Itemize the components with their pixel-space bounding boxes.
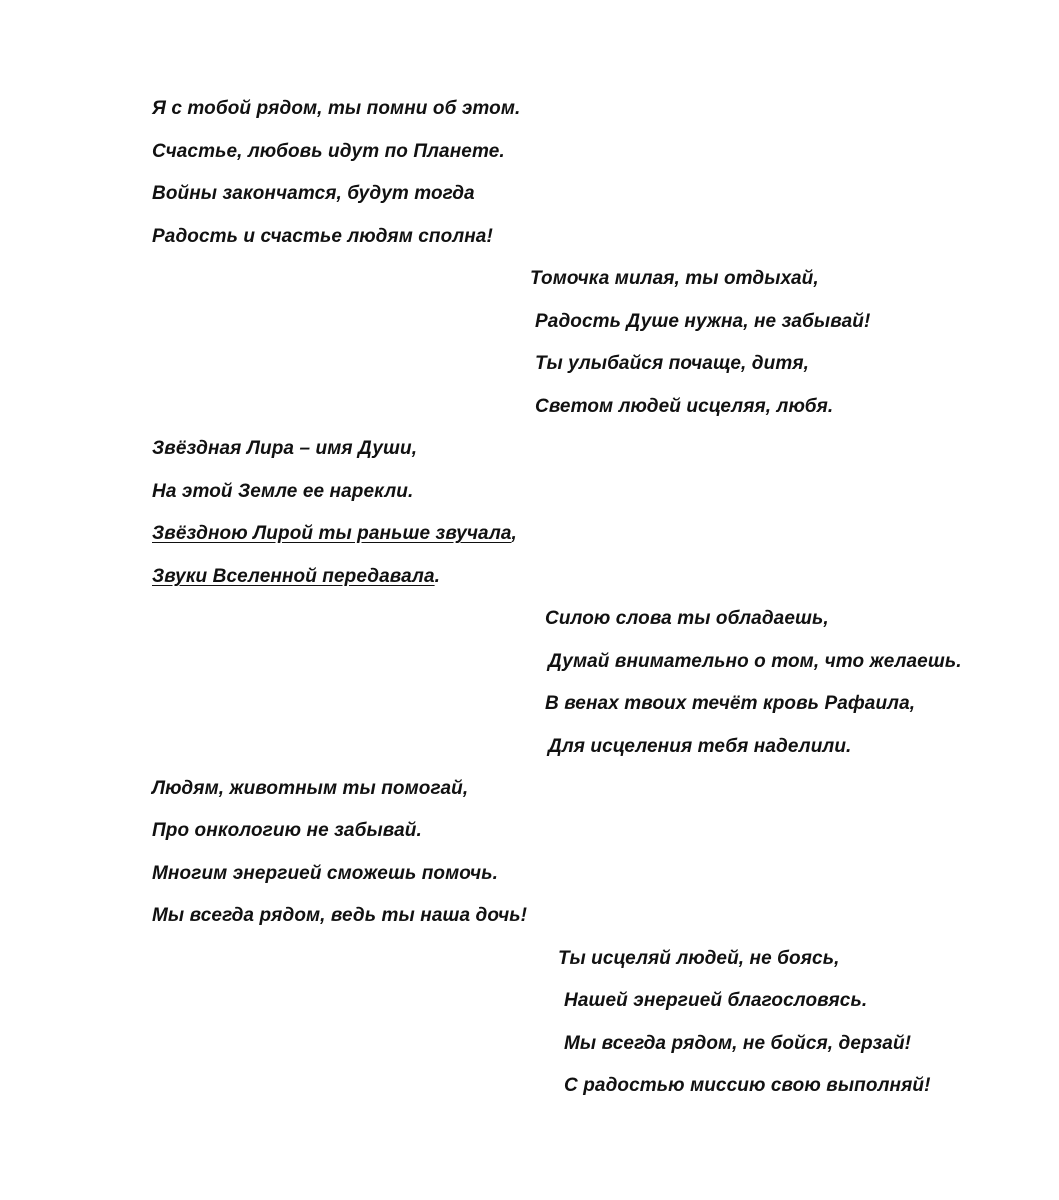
poem-line: В венах твоих течёт кровь Рафаила, [545, 693, 916, 714]
underlined-text: Звёздною Лирой ты раньше звучала [152, 523, 512, 544]
poem-line: На этой Земле ее нарекли. [152, 481, 414, 502]
poem-line: Многим энергией сможешь помочь. [152, 863, 498, 884]
poem-line: Нашей энергией благословясь. [564, 990, 868, 1011]
underlined-text: Звуки Вселенной передавала [152, 566, 435, 587]
punctuation: , [511, 523, 517, 544]
poem-line: Думай внимательно о том, что желаешь. [548, 651, 962, 672]
poem-line: Звёздная Лира – имя Души, [152, 438, 418, 459]
poem-line: Для исцеления тебя наделили. [548, 736, 852, 757]
poem-line: Мы всегда рядом, не бойся, дерзай! [564, 1033, 912, 1054]
poem-line: С радостью миссию свою выполняй! [564, 1075, 931, 1096]
poem-line: Силою слова ты обладаешь, [545, 608, 829, 629]
punctuation: . [434, 566, 440, 587]
poem-line: Людям, животным ты помогай, [152, 778, 469, 799]
poem-line: Войны закончатся, будут тогда [152, 183, 475, 204]
poem-line: Ты исцеляй людей, не боясь, [558, 948, 840, 969]
poem-line: Счастье, любовь идут по Планете. [152, 141, 505, 162]
poem-line [152, 522, 517, 546]
poem-line: Радость Душе нужна, не забывай! [535, 311, 871, 332]
poem-line: Ты улыбайся почаще, дитя, [535, 353, 809, 374]
poem-line: Светом людей исцеляя, любя. [535, 396, 834, 417]
poem-line: Про онкологию не забывай. [152, 820, 422, 841]
poem-line [152, 565, 440, 589]
poem-line: Я с тобой рядом, ты помни об этом. [152, 98, 521, 119]
poem-line: Томочка милая, ты отдыхай, [530, 268, 819, 289]
poem-line: Радость и счастье людям сполна! [152, 226, 493, 247]
poem-line: Мы всегда рядом, ведь ты наша дочь! [152, 905, 528, 926]
